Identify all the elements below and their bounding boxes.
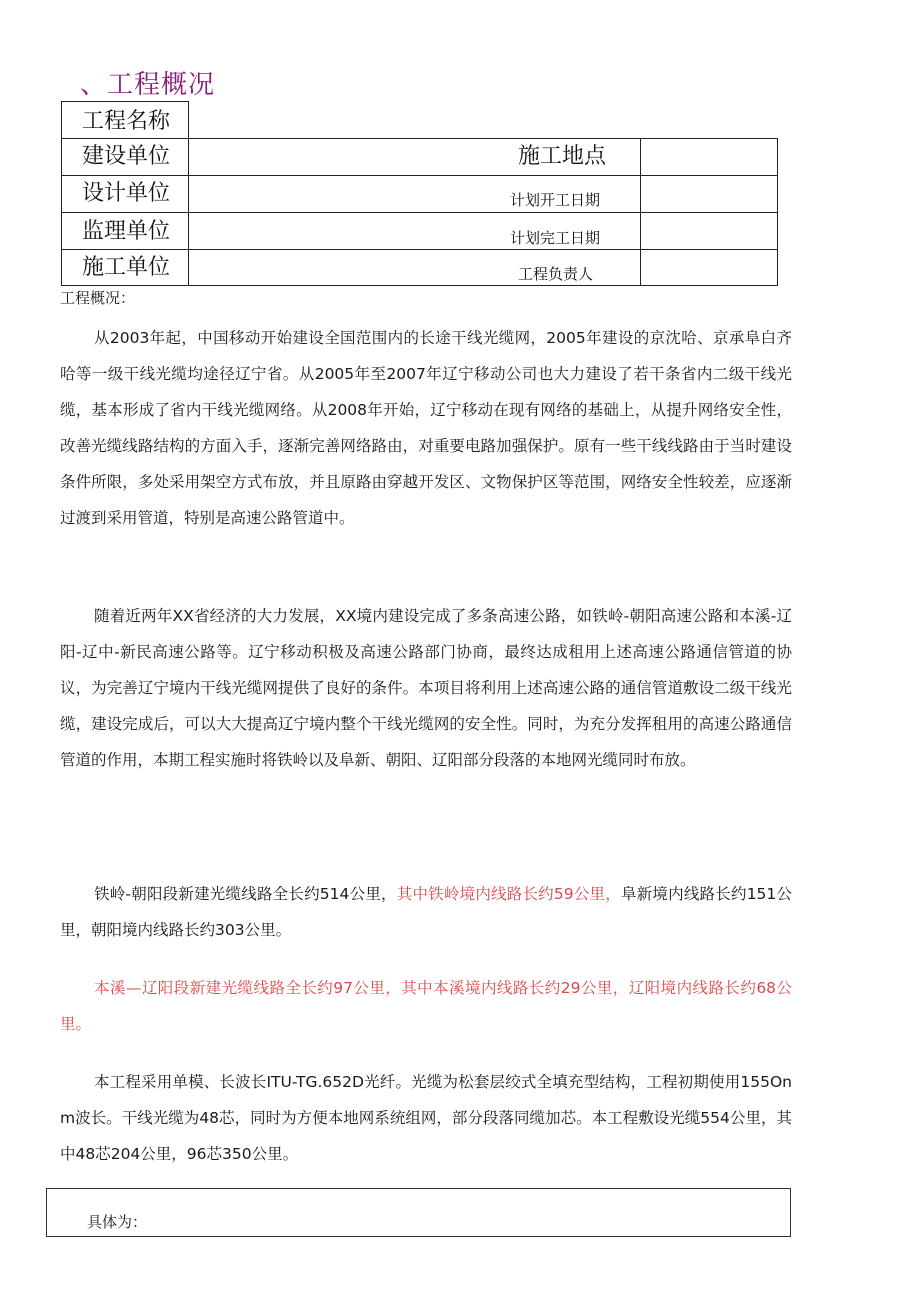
planned-finish-label: 计划完工日期 <box>510 229 601 247</box>
site-value <box>640 138 778 176</box>
construction-unit-label: 建设单位 <box>82 144 171 169</box>
contractor-label: 施工单位 <box>82 255 171 280</box>
fuxin-chaoyang-lengths: 阜新境内线路长约151公里，朝阳境内线路长约303公里。 <box>60 885 792 939</box>
project-name-label: 工程名称 <box>82 109 171 134</box>
tieling-segment-length: 其中铁岭境内线路长约59公里， <box>396 885 621 903</box>
paragraph-benxi-liaoyang: 本溪—辽阳段新建光缆线路全长约97公里，其中本溪境内线路长约29公里，辽阳境内线路长约68公里。 <box>60 979 792 1033</box>
section-heading: 、工程概况 <box>80 70 216 100</box>
project-info-table <box>0 0 920 300</box>
planned-start-label: 计划开工日期 <box>510 191 601 209</box>
planned-finish-value <box>640 212 778 250</box>
overview-label: 工程概况： <box>60 289 136 307</box>
details-box <box>46 1188 791 1237</box>
paragraph-fiber-spec: 本工程采用单模、长波长ITU-TG.652D光纤。光缆为松套层绞式全填充型结构，工程初期使用155Onm波长。干线光缆为48芯，同时为方便本地网系统组网，部分段落同缆加芯。本工程敷设光缆554公里，其中48芯204公里，96芯350公里。 <box>60 1073 792 1163</box>
project-lead-label: 工程负责人 <box>518 265 594 283</box>
paragraph-background: 从2003年起，中国移动开始建设全国范围内的长途干线光缆网，2005年建设的京沈哈、京承阜白齐哈等一级干线光缆均途径辽宁省。从2005年至2007年辽宁移动公司也大力建设了若干条省内二级干线光缆，基本形成了省内干线光缆网络。从2008年开始，辽宁移动在现有网络的基础上，从提升网络安全性，改善光缆线路结构的方面入手，逐渐完善网络路由，对重要电路加强保护。原有一些干线线路由于当时建设条件所限，多处采用架空方式布放，并且原路由穿越开发区、文物保护区等范围，网络安全性较差，应逐渐过渡到采用管道，特别是高速公路管道中。 <box>60 329 792 527</box>
project-lead-value <box>640 249 778 286</box>
supervision-unit-label: 监理单位 <box>82 219 171 244</box>
paragraph-highways: 随着近两年XX省经济的大力发展，XX境内建设完成了多条高速公路，如铁岭-朝阳高速公路和本溪-辽阳-辽中-新民高速公路等。辽宁移动积极及高速公路部门协商，最终达成租用上述高速公路通信管道的协议，为完善辽宁境内干线光缆网提供了良好的条件。本项目将利用上述高速公路的通信管道敷设二级干线光缆，建设完成后，可以大大提高辽宁境内整个干线光缆网的安全性。同时，为充分发挥租用的高速公路通信管道的作用，本期工程实施时将铁岭以及阜新、朝阳、辽阳部分段落的本地网光缆同时布放。 <box>60 607 792 769</box>
paragraph-tieling-chaoyang <box>60 876 792 948</box>
tieling-chaoyang-total: 铁岭-朝阳段新建光缆线路全长约514公里， <box>94 885 397 903</box>
site-label: 施工地点 <box>518 144 607 169</box>
design-unit-label: 设计单位 <box>82 181 171 206</box>
planned-start-value <box>640 175 778 213</box>
details-label: 具体为： <box>87 1213 148 1231</box>
